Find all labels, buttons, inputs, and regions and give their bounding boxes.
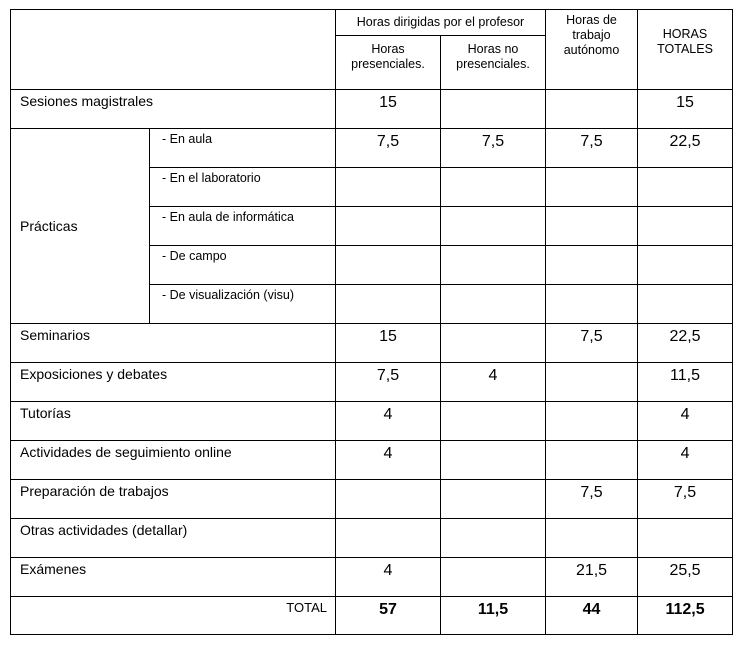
cell-non-presential: [441, 324, 546, 363]
row-label-practicas: Prácticas: [11, 129, 150, 324]
cell-autonomous: [546, 285, 638, 324]
table-row: [11, 519, 733, 558]
row-sublabel: - De campo: [150, 246, 336, 285]
cell-total: 25,5: [638, 558, 733, 597]
table-row: [11, 480, 733, 519]
row-sublabel: - En aula de informática: [150, 207, 336, 246]
cell-non-presential: [441, 480, 546, 519]
cell-presential: [336, 246, 441, 285]
row-label: Actividades de seguimiento online: [11, 441, 336, 480]
cell-presential: 4: [336, 558, 441, 597]
cell-total: 22,5: [638, 129, 733, 168]
cell-autonomous: [546, 441, 638, 480]
hours-table: [10, 9, 733, 635]
cell-presential: 15: [336, 90, 441, 129]
cell-presential: [336, 168, 441, 207]
cell-presential: 7,5: [336, 129, 441, 168]
cell-total: 4: [638, 441, 733, 480]
cell-presential: [336, 480, 441, 519]
row-sublabel: - En el laboratorio: [150, 168, 336, 207]
row-sublabel: - En aula: [150, 129, 336, 168]
row-label: Exámenes: [11, 558, 336, 597]
row-label: Sesiones magistrales: [11, 90, 336, 129]
row-label: Tutorías: [11, 402, 336, 441]
cell-non-presential: [441, 90, 546, 129]
cell-presential: 4: [336, 402, 441, 441]
row-label: Otras actividades (detallar): [11, 519, 336, 558]
cell-presential: [336, 207, 441, 246]
cell-autonomous: [546, 207, 638, 246]
cell-non-presential: [441, 441, 546, 480]
table-row: [11, 90, 733, 129]
header-empty-cell: [11, 10, 336, 90]
total-presential: 57: [336, 597, 441, 635]
cell-autonomous: [546, 519, 638, 558]
table-row: [11, 558, 733, 597]
cell-total: [638, 246, 733, 285]
cell-autonomous: [546, 363, 638, 402]
cell-total: [638, 207, 733, 246]
cell-presential: 7,5: [336, 363, 441, 402]
cell-non-presential: [441, 207, 546, 246]
cell-autonomous: 7,5: [546, 480, 638, 519]
header-teacher-hours: Horas dirigidas por el profesor: [336, 10, 546, 36]
table-row: [11, 441, 733, 480]
cell-autonomous: 7,5: [546, 324, 638, 363]
cell-autonomous: [546, 246, 638, 285]
cell-presential: [336, 519, 441, 558]
header-autonomous-hours: Horas de trabajo autónomo: [546, 10, 638, 90]
cell-non-presential: 4: [441, 363, 546, 402]
table-row: [11, 363, 733, 402]
cell-total: [638, 519, 733, 558]
cell-presential: 15: [336, 324, 441, 363]
cell-total: 15: [638, 90, 733, 129]
total-label: TOTAL: [11, 597, 336, 635]
cell-autonomous: [546, 90, 638, 129]
cell-non-presential: 7,5: [441, 129, 546, 168]
cell-presential: 4: [336, 441, 441, 480]
row-label: Seminarios: [11, 324, 336, 363]
cell-total: 11,5: [638, 363, 733, 402]
cell-total: [638, 285, 733, 324]
total-hours: 112,5: [638, 597, 733, 635]
table-row: [11, 402, 733, 441]
header-presential: Horas presenciales.: [336, 36, 441, 90]
cell-non-presential: [441, 558, 546, 597]
cell-autonomous: 21,5: [546, 558, 638, 597]
header-non-presential: Horas no presenciales.: [441, 36, 546, 90]
table-row: [11, 129, 733, 168]
total-row: [11, 597, 733, 635]
cell-autonomous: [546, 168, 638, 207]
row-label: Preparación de trabajos: [11, 480, 336, 519]
total-non-presential: 11,5: [441, 597, 546, 635]
cell-non-presential: [441, 402, 546, 441]
cell-total: 7,5: [638, 480, 733, 519]
cell-autonomous: [546, 402, 638, 441]
row-label: Exposiciones y debates: [11, 363, 336, 402]
cell-autonomous: 7,5: [546, 129, 638, 168]
cell-total: 4: [638, 402, 733, 441]
cell-non-presential: [441, 285, 546, 324]
header-total-hours: HORAS TOTALES: [638, 10, 733, 90]
cell-non-presential: [441, 246, 546, 285]
row-sublabel: - De visualización (visu): [150, 285, 336, 324]
cell-non-presential: [441, 168, 546, 207]
cell-presential: [336, 285, 441, 324]
cell-total: [638, 168, 733, 207]
cell-non-presential: [441, 519, 546, 558]
total-autonomous: 44: [546, 597, 638, 635]
cell-total: 22,5: [638, 324, 733, 363]
table-row: [11, 324, 733, 363]
